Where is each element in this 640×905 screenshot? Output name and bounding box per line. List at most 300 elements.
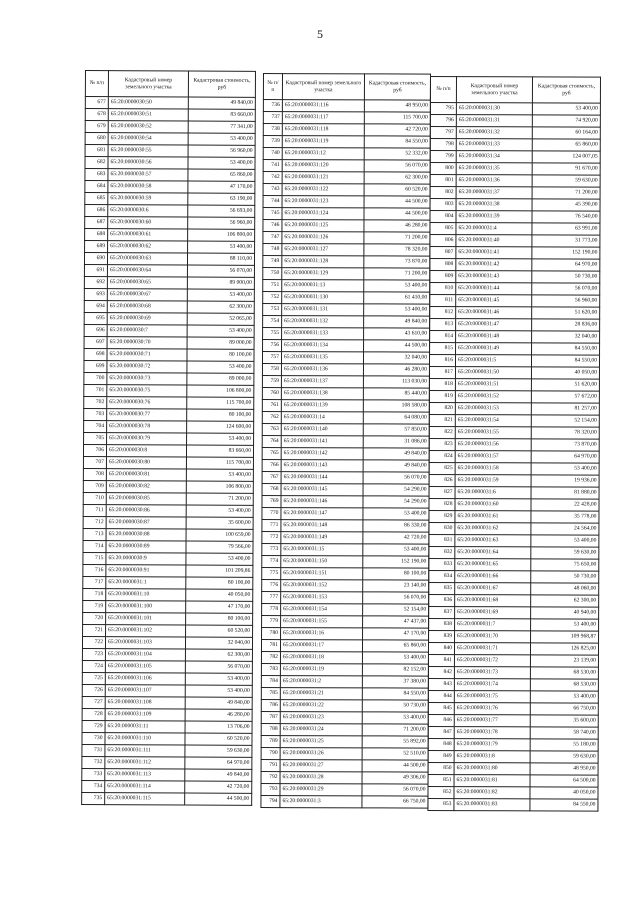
table-row — [262, 627, 429, 640]
cadastral-number: 65:20:0000031:109 — [105, 709, 185, 721]
cadastral-cost: 19 936,00 — [531, 475, 599, 487]
cadastral-number: 65:20:0000030:79 — [107, 433, 187, 445]
cadastral-number: 65:20:0000031:58 — [455, 463, 531, 475]
row-number: 751 — [263, 280, 282, 292]
row-number: 730 — [82, 732, 105, 744]
row-number: 705 — [84, 432, 107, 444]
row-number: 786 — [261, 699, 280, 711]
table-row — [82, 672, 252, 685]
table-row — [263, 280, 430, 293]
cadastral-number: 65:20:0000031:79 — [454, 739, 530, 751]
row-number: 802 — [430, 187, 456, 199]
row-number: 808 — [430, 259, 456, 271]
cadastral-number: 65:20:0000031:42 — [456, 259, 532, 271]
cadastral-cost: 152 190,00 — [363, 556, 429, 568]
table-row — [84, 288, 254, 301]
row-number: 853 — [428, 798, 454, 810]
cadastral-number: 65:20:0000031:27 — [280, 760, 362, 772]
cadastral-cost: 81 880,00 — [531, 487, 599, 499]
row-number: 688 — [85, 229, 108, 241]
table-row — [430, 115, 600, 128]
cadastral-cost: 66 750,00 — [362, 796, 428, 808]
row-number: 822 — [429, 426, 455, 438]
cadastral-cost: 124 007,05 — [532, 151, 600, 163]
cadastral-number: 65:20:0000030:81 — [106, 469, 186, 481]
cadastral-cost: 40 940,00 — [531, 607, 599, 619]
cadastral-cost: 64 500,00 — [530, 775, 598, 787]
row-number: 846 — [428, 714, 454, 726]
cadastral-number: 65:20:0000030:57 — [108, 169, 188, 181]
row-number: 801 — [430, 175, 456, 187]
cadastral-cost: 46 280,00 — [363, 364, 429, 376]
cadastral-number: 65:20:0000031:72 — [454, 655, 530, 667]
cadastral-number: 65:20:0000031:129 — [282, 268, 364, 280]
row-number: 810 — [430, 283, 456, 295]
row-number: 788 — [261, 723, 280, 735]
cadastral-cost: 35 600,00 — [530, 715, 598, 727]
cadastral-cost: 53 400,00 — [364, 280, 430, 292]
row-number: 814 — [430, 331, 456, 343]
row-number: 826 — [429, 474, 455, 486]
table-row — [430, 331, 600, 344]
table-row — [262, 555, 429, 568]
cadastral-cost: 89 000,00 — [187, 337, 254, 349]
row-number: 740 — [263, 148, 282, 160]
cadastral-number: 65:20:0000031:149 — [281, 532, 363, 544]
table-row — [429, 570, 599, 583]
table-row — [263, 256, 430, 269]
table-row — [82, 708, 252, 721]
row-number: 735 — [82, 792, 105, 804]
cadastral-number: 65:20:0000030:62 — [108, 241, 188, 253]
table-row — [83, 540, 253, 553]
row-number: 700 — [84, 372, 107, 384]
table-row — [263, 100, 430, 113]
row-number: 819 — [429, 390, 455, 402]
row-number: 753 — [263, 304, 282, 316]
row-number: 772 — [262, 531, 281, 543]
row-number: 678 — [85, 109, 108, 121]
cadastral-number: 65:20:0000031:37 — [456, 187, 532, 199]
cadastral-cost: 52 065,00 — [187, 313, 254, 325]
cadastral-cost: 45 390,00 — [532, 199, 600, 211]
cadastral-number: 65:20:0000031:32 — [456, 127, 532, 139]
row-number: 842 — [428, 666, 454, 678]
row-number: 794 — [261, 795, 280, 807]
cadastral-cost: 81 257,00 — [531, 403, 599, 415]
cadastral-number: 65:20:0000030:87 — [106, 517, 186, 529]
cadastral-cost: 100 659,00 — [186, 529, 253, 541]
row-number: 762 — [262, 411, 281, 423]
row-number: 733 — [82, 768, 105, 780]
table-row — [430, 295, 600, 308]
cadastral-cost: 53 400,00 — [531, 463, 599, 475]
table-row — [83, 552, 253, 565]
land-table-1 — [81, 70, 256, 806]
cadastral-cost: 85 440,00 — [363, 388, 429, 400]
table-row — [261, 699, 428, 712]
table-row — [263, 160, 430, 173]
cadastral-cost: 53 400,00 — [362, 652, 428, 664]
row-number: 699 — [84, 360, 107, 372]
cadastral-number: 65:20:0000031:73 — [454, 667, 530, 679]
table-row — [84, 372, 254, 385]
row-number: 795 — [430, 103, 456, 115]
table-row — [85, 229, 255, 242]
cadastral-cost: 80 100,00 — [186, 613, 253, 625]
table-row — [85, 205, 255, 218]
row-number: 785 — [261, 687, 280, 699]
row-number: 820 — [429, 402, 455, 414]
cadastral-number: 65:20:0000031:104 — [105, 649, 185, 661]
cadastral-cost: 84 550,00 — [362, 688, 428, 700]
row-number: 693 — [84, 288, 107, 300]
cadastral-cost: 64 970,00 — [185, 757, 252, 769]
cadastral-cost: 61 410,00 — [364, 292, 430, 304]
cadastral-number: 65:20:0000031:111 — [105, 745, 185, 757]
row-number: 690 — [84, 253, 107, 265]
header-num: № п/п — [263, 74, 282, 100]
row-number: 685 — [85, 193, 108, 205]
cadastral-number: 65:20:0000031:41 — [456, 247, 532, 259]
table-row — [430, 223, 600, 236]
table-row — [85, 241, 255, 254]
table-row — [263, 208, 430, 221]
table-row — [428, 714, 598, 727]
cadastral-number: 65:20:0000031:19 — [280, 664, 362, 676]
row-number: 741 — [263, 160, 282, 172]
cadastral-cost: 91 670,00 — [532, 163, 600, 175]
cadastral-cost: 53 400,00 — [186, 505, 253, 517]
cadastral-number: 65:20:0000031:7 — [455, 619, 531, 631]
row-number: 755 — [263, 328, 282, 340]
cadastral-cost: 82 152,00 — [362, 664, 428, 676]
table-row — [85, 181, 255, 194]
row-number: 752 — [263, 292, 282, 304]
cadastral-number: 65:20:0000031:115 — [105, 793, 185, 805]
cadastral-number: 65:20:0000031:29 — [280, 784, 362, 796]
row-number: 777 — [262, 591, 281, 603]
cadastral-number: 65:20:0000031:35 — [456, 163, 532, 175]
cadastral-number: 65:20:0000031:17 — [280, 640, 362, 652]
table-row — [261, 783, 428, 796]
row-number: 707 — [83, 456, 106, 468]
row-number: 790 — [261, 747, 280, 759]
table-row — [84, 324, 254, 337]
cadastral-number: 65:20:0000031:38 — [456, 199, 532, 211]
cadastral-number: 65:20:0000031:80 — [454, 763, 530, 775]
row-number: 824 — [429, 450, 455, 462]
row-number: 760 — [262, 387, 281, 399]
row-number: 758 — [262, 363, 281, 375]
cadastral-cost: 53 400,00 — [187, 433, 254, 445]
cadastral-number: 65:20:0000031:148 — [281, 520, 363, 532]
table-row — [261, 651, 428, 664]
table-row — [263, 196, 430, 209]
cadastral-number: 65:20:0000031:10 — [106, 589, 186, 601]
cadastral-number: 65:20:0000031:31 — [456, 115, 532, 127]
table-row — [428, 750, 598, 763]
cadastral-number: 65:20:0000031:4 — [456, 223, 532, 235]
row-number: 709 — [83, 480, 106, 492]
row-number: 718 — [83, 588, 106, 600]
table-row — [430, 283, 600, 296]
cadastral-cost: 50 730,00 — [362, 700, 428, 712]
table-row — [429, 474, 599, 487]
cadastral-cost: 53 400,00 — [186, 553, 253, 565]
cadastral-number: 65:20:0000031:53 — [455, 403, 531, 415]
row-number: 852 — [428, 786, 454, 798]
cadastral-number: 65:20:0000031:49 — [456, 343, 532, 355]
row-number: 721 — [83, 624, 106, 636]
table-row — [430, 211, 600, 224]
header-cadastral-number: Кадастровый номер земельного участка — [108, 71, 188, 97]
table-row — [262, 447, 429, 460]
cadastral-cost: 86 330,00 — [363, 520, 429, 532]
cadastral-cost: 56 070,00 — [187, 265, 254, 277]
table-row — [263, 184, 430, 197]
cadastral-number: 65:20:0000031:47 — [456, 319, 532, 331]
cadastral-cost: 37 380,00 — [362, 676, 428, 688]
cadastral-cost: 35 600,00 — [186, 517, 253, 529]
row-number: 744 — [263, 196, 282, 208]
cadastral-cost: 44 500,00 — [364, 340, 430, 352]
header-cadastral-cost: Кадастровая стоимость, руб — [364, 74, 430, 100]
cadastral-number: 65:20:0000030:59 — [108, 193, 188, 205]
cadastral-number: 65:20:0000031:3 — [280, 796, 362, 808]
cadastral-cost: 73 870,00 — [531, 439, 599, 451]
cadastral-number: 65:20:0000030:69 — [107, 313, 187, 325]
row-number: 828 — [429, 498, 455, 510]
row-number: 719 — [83, 600, 106, 612]
cadastral-number: 65:20:0000031:2 — [280, 676, 362, 688]
table-row — [83, 576, 253, 589]
table-row — [261, 735, 428, 748]
table-row — [83, 480, 253, 493]
row-number: 691 — [84, 264, 107, 276]
table-row — [428, 642, 598, 655]
cadastral-cost: 53 400,00 — [362, 712, 428, 724]
row-number: 704 — [84, 420, 107, 432]
cadastral-number: 65:20:0000031:154 — [281, 604, 363, 616]
cadastral-cost: 74 920,00 — [532, 115, 600, 127]
table-row — [263, 316, 430, 329]
cadastral-number: 65:20:0000031:153 — [281, 592, 363, 604]
row-number: 844 — [428, 690, 454, 702]
table-row — [262, 579, 429, 592]
row-number: 827 — [429, 486, 455, 498]
row-number: 780 — [262, 627, 281, 639]
cadastral-number: 65:20:0000031:21 — [280, 688, 362, 700]
table-row — [430, 271, 600, 284]
table-row — [85, 121, 255, 134]
row-number: 838 — [429, 618, 455, 630]
table-row — [261, 675, 428, 688]
table-row — [84, 312, 254, 325]
cadastral-number: 65:20:0000031:105 — [105, 661, 185, 673]
table-row — [429, 426, 599, 439]
cadastral-cost: 47 170,00 — [363, 628, 429, 640]
row-number: 694 — [84, 300, 107, 312]
row-number: 702 — [84, 396, 107, 408]
cadastral-number: 65:20:0000031:62 — [455, 523, 531, 535]
row-number: 803 — [430, 199, 456, 211]
cadastral-cost: 84 550,00 — [532, 343, 600, 355]
table-row — [430, 151, 600, 164]
cadastral-number: 65:20:0000031:16 — [281, 628, 363, 640]
cadastral-cost: 58 740,00 — [530, 727, 598, 739]
cadastral-number: 65:20:0000031:67 — [455, 583, 531, 595]
row-number: 681 — [85, 145, 108, 157]
cadastral-number: 65:20:0000031:82 — [454, 787, 530, 799]
table-row — [430, 319, 600, 332]
table-row — [263, 172, 430, 185]
row-number: 791 — [261, 759, 280, 771]
table-row — [429, 618, 599, 631]
cadastral-cost: 48 950,00 — [364, 100, 430, 112]
row-number: 823 — [429, 438, 455, 450]
cadastral-number: 65:20:0000030:68 — [107, 301, 187, 313]
row-number: 787 — [261, 711, 280, 723]
row-number: 833 — [429, 558, 455, 570]
cadastral-number: 65:20:0000030:6 — [108, 205, 188, 217]
table-row — [429, 486, 599, 499]
table-row — [262, 507, 429, 520]
cadastral-cost: 60 164,00 — [532, 127, 600, 139]
row-number: 708 — [83, 468, 106, 480]
header-num: № п/п — [85, 71, 108, 97]
cadastral-number: 65:20:0000031:44 — [456, 283, 532, 295]
cadastral-number: 65:20:0000031:127 — [282, 244, 364, 256]
cadastral-number: 65:20:0000031:120 — [282, 160, 364, 172]
table-row — [429, 402, 599, 415]
table-row — [83, 612, 253, 625]
cadastral-number: 65:20:0000031:59 — [455, 475, 531, 487]
row-number: 684 — [85, 181, 108, 193]
row-number: 835 — [429, 582, 455, 594]
row-number: 754 — [263, 316, 282, 328]
table-row — [262, 531, 429, 544]
cadastral-cost: 65 860,00 — [532, 139, 600, 151]
cadastral-cost: 115 700,00 — [364, 112, 430, 124]
table-row — [429, 582, 599, 595]
cadastral-cost: 40 050,00 — [530, 787, 598, 799]
row-number: 800 — [430, 163, 456, 175]
cadastral-number: 65:20:0000031:144 — [281, 472, 363, 484]
row-number: 831 — [429, 534, 455, 546]
table-row — [84, 408, 254, 421]
cadastral-cost: 64 970,00 — [531, 451, 599, 463]
cadastral-cost: 59 630,00 — [531, 547, 599, 559]
cadastral-cost: 50 730,00 — [532, 271, 600, 283]
cadastral-cost: 40 050,00 — [186, 589, 253, 601]
row-number: 848 — [428, 738, 454, 750]
row-number: 692 — [84, 276, 107, 288]
cadastral-number: 65:20:0000031:1 — [106, 577, 186, 589]
row-number: 816 — [429, 355, 455, 367]
cadastral-number: 65:20:0000031:66 — [455, 571, 531, 583]
cadastral-number: 65:20:0000031:13 — [282, 280, 364, 292]
row-number: 731 — [82, 744, 105, 756]
table-row — [83, 468, 253, 481]
table-row — [82, 780, 252, 793]
table-row — [428, 798, 598, 811]
row-number: 717 — [83, 576, 106, 588]
cadastral-cost: 28 836,00 — [532, 319, 600, 331]
cadastral-number: 65:20:0000031:128 — [282, 256, 364, 268]
table-row — [85, 217, 255, 230]
cadastral-cost: 49 840,00 — [188, 97, 255, 109]
cadastral-number: 65:20:0000030:73 — [107, 373, 187, 385]
cadastral-cost: 68 530,00 — [530, 667, 598, 679]
row-number: 839 — [429, 630, 455, 642]
cadastral-cost: 53 400,00 — [186, 469, 253, 481]
row-number: 813 — [430, 319, 456, 331]
cadastral-cost: 80 100,00 — [186, 577, 253, 589]
cadastral-number: 65:20:0000031:121 — [282, 172, 364, 184]
table-row — [262, 411, 429, 424]
table-row — [263, 268, 430, 281]
table-row — [82, 792, 252, 805]
table-row — [261, 711, 428, 724]
cadastral-cost: 56 070,00 — [532, 283, 600, 295]
table-row — [82, 660, 252, 673]
cadastral-number: 65:20:0000031:40 — [456, 235, 532, 247]
cadastral-number: 65:20:0000030:67 — [107, 289, 187, 301]
cadastral-number: 65:20:0000031:39 — [456, 211, 532, 223]
table-row — [263, 232, 430, 245]
table-row — [429, 534, 599, 547]
cadastral-number: 65:20:0000031:132 — [282, 316, 364, 328]
table-row — [263, 340, 430, 353]
table-row — [429, 606, 599, 619]
cadastral-number: 65:20:0000031:147 — [281, 508, 363, 520]
cadastral-cost: 152 190,00 — [532, 247, 600, 259]
cadastral-cost: 56 960,00 — [532, 295, 600, 307]
cadastral-number: 65:20:0000031:113 — [105, 769, 185, 781]
cadastral-number: 65:20:0000031:55 — [455, 427, 531, 439]
cadastral-cost: 53 400,00 — [364, 304, 430, 316]
row-number: 759 — [262, 375, 281, 387]
cadastral-cost: 57 672,00 — [531, 391, 599, 403]
table-row — [83, 528, 253, 541]
table-row — [82, 732, 252, 745]
cadastral-number: 65:20:0000030:65 — [107, 277, 187, 289]
cadastral-number: 65:20:0000031:133 — [282, 328, 364, 340]
cadastral-cost: 24 564,00 — [531, 523, 599, 535]
table-row — [82, 696, 252, 709]
cadastral-cost: 62 300,00 — [531, 595, 599, 607]
header-cadastral-number: Кадастровый номер земельного участка — [456, 77, 532, 103]
cadastral-number: 65:20:0000031:137 — [281, 376, 363, 388]
cadastral-cost: 31 086,00 — [363, 436, 429, 448]
cadastral-cost: 31 773,00 — [532, 235, 600, 247]
table-row — [82, 744, 252, 757]
table-row — [262, 363, 429, 376]
row-number: 746 — [263, 220, 282, 232]
row-number: 680 — [85, 133, 108, 145]
cadastral-cost: 53 400,00 — [532, 103, 600, 115]
cadastral-cost: 56 693,00 — [188, 205, 255, 217]
cadastral-cost: 53 400,00 — [187, 325, 254, 337]
cadastral-number: 65:20:0000031:108 — [105, 697, 185, 709]
cadastral-number: 65:20:0000030:64 — [107, 265, 187, 277]
cadastral-cost: 49 840,00 — [185, 769, 252, 781]
table-row — [85, 133, 255, 146]
cadastral-cost: 44 500,00 — [364, 208, 430, 220]
cadastral-number: 65:20:0000030:75 — [107, 385, 187, 397]
row-number: 732 — [82, 756, 105, 768]
